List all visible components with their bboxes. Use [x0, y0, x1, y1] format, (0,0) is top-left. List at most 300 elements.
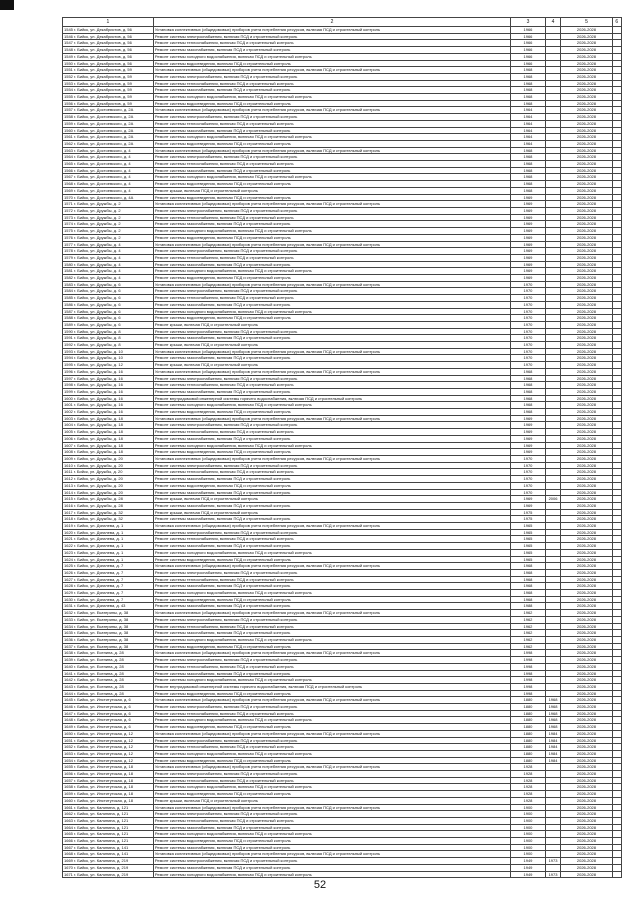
year-renovated-cell	[545, 402, 561, 409]
work-type-cell: Ремонт системы газоснабжения, включая ПСД и строительный контроль	[153, 127, 510, 134]
period-cell: 2026-2028	[561, 368, 612, 375]
address-cell: 1572 г. Бийск, ул. Дружбы, д. 2	[63, 207, 154, 214]
work-type-cell: Ремонт системы электроснабжения, включая ПСД и строительный контроль	[153, 422, 510, 429]
work-type-cell: Ремонт системы холодного водоснабжения, включая ПСД и строительный контроль	[153, 268, 510, 275]
period-cell: 2026-2028	[561, 710, 612, 717]
year-built-cell: 1962	[511, 610, 545, 617]
blank-cell	[612, 657, 621, 664]
year-built-cell: 1970	[511, 288, 545, 295]
table-row	[63, 181, 622, 188]
work-type-cell: Ремонт системы водоотведения, включая ПСД и строительный контроль	[153, 315, 510, 322]
table-row	[63, 268, 622, 275]
year-built-cell: 1968	[511, 596, 545, 603]
period-cell: 2026-2028	[561, 241, 612, 248]
year-renovated-cell	[545, 134, 561, 141]
table-row	[63, 288, 622, 295]
year-built-cell: 1969	[511, 268, 545, 275]
blank-cell	[612, 858, 621, 865]
year-built-cell: 1900	[511, 831, 545, 838]
year-built-cell: 1968	[511, 368, 545, 375]
address-cell: 1610 г. Бийск, ул. Дружбы, д. 20	[63, 462, 154, 469]
period-cell: 2026-2028	[561, 543, 612, 550]
blank-cell	[612, 730, 621, 737]
address-cell: 1546 г. Бийск, ул. Декабристов, д. 56	[63, 33, 154, 40]
work-type-cell: Ремонт системы водоотведения, включая ПСД и строительный контроль	[153, 556, 510, 563]
work-type-cell: Ремонт системы теплоснабжения, включая ПСД и строительный контроль	[153, 817, 510, 824]
period-cell: 2026-2028	[561, 60, 612, 67]
table-row	[63, 744, 622, 751]
address-cell: 1671 г. Бийск, ул. Калинина, д. 219	[63, 871, 154, 878]
blank-cell	[612, 415, 621, 422]
year-built-cell: 1928	[511, 764, 545, 771]
year-built-cell: 1968	[511, 583, 545, 590]
year-renovated-cell	[545, 167, 561, 174]
year-renovated-cell	[545, 603, 561, 610]
year-renovated-cell	[545, 348, 561, 355]
table-row	[63, 402, 622, 409]
table-row	[63, 435, 622, 442]
period-cell: 2026-2028	[561, 415, 612, 422]
blank-cell	[612, 214, 621, 221]
work-type-cell: Ремонт системы теплоснабжения, включая ПСД и строительный контроль	[153, 429, 510, 436]
blank-cell	[612, 838, 621, 845]
table-row	[63, 254, 622, 261]
work-type-cell: Ремонт системы электроснабжения, включая ПСД и строительный контроль	[153, 114, 510, 121]
year-built-cell: 1968	[511, 590, 545, 597]
work-type-cell: Установка коллективных (общедомовых) приборов учета потребления ресурсов, включая ПСД и строительный контроль	[153, 697, 510, 704]
address-cell: 1571 г. Бийск, ул. Дружбы, д. 2	[63, 201, 154, 208]
year-built-cell: 1966	[511, 27, 545, 34]
table-row	[63, 33, 622, 40]
address-cell: 1611 г. Бийск, ул. Дружбы, д. 20	[63, 469, 154, 476]
blank-cell	[612, 616, 621, 623]
year-built-cell: 1965	[511, 543, 545, 550]
work-type-cell: Ремонт системы теплоснабжения, включая ПСД и строительный контроль	[153, 469, 510, 476]
work-type-cell: Ремонт системы газоснабжения, включая ПСД и строительный контроль	[153, 630, 510, 637]
blank-cell	[612, 261, 621, 268]
period-cell: 2026-2028	[561, 683, 612, 690]
work-type-cell: Ремонт системы газоснабжения, включая ПСД и строительный контроль	[153, 844, 510, 851]
blank-cell	[612, 784, 621, 791]
blank-cell	[612, 167, 621, 174]
table-row	[63, 47, 622, 54]
work-type-cell: Ремонт системы холодного водоснабжения, включая ПСД и строительный контроль	[153, 871, 510, 878]
year-built-cell: 1969	[511, 442, 545, 449]
address-cell: 1547 г. Бийск, ул. Декабристов, д. 56	[63, 40, 154, 47]
period-cell: 2026-2028	[561, 94, 612, 101]
table-row	[63, 456, 622, 463]
table-row	[63, 509, 622, 516]
year-built-cell: 1968	[511, 161, 545, 168]
blank-cell	[612, 375, 621, 382]
year-renovated-cell	[545, 838, 561, 845]
address-cell: 1623 г. Бийск, ул. Дягилева, д. 1	[63, 549, 154, 556]
table-row	[63, 342, 622, 349]
year-built-cell: 1900	[511, 851, 545, 858]
table-row	[63, 127, 622, 134]
blank-cell	[612, 321, 621, 328]
address-cell: 1630 г. Бийск, ул. Дягилева, д. 7	[63, 596, 154, 603]
period-cell: 2026-2028	[561, 234, 612, 241]
year-built-cell: 1968	[511, 80, 545, 87]
work-type-cell: Ремонт системы холодного водоснабжения, включая ПСД и строительный контроль	[153, 831, 510, 838]
work-type-cell: Ремонт системы газоснабжения, включая ПСД и строительный контроль	[153, 824, 510, 831]
work-type-cell: Ремонт крыши, включая ПСД и строительный контроль	[153, 797, 510, 804]
year-built-cell: 1964	[511, 140, 545, 147]
table-row	[63, 241, 622, 248]
address-cell: 1665 г. Бийск, ул. Калинина, д. 121	[63, 831, 154, 838]
work-type-cell: Установка коллективных (общедомовых) приборов учета потребления ресурсов, включая ПСД и строительный контроль	[153, 804, 510, 811]
header-col-3: 3	[511, 18, 545, 27]
work-type-cell: Установка коллективных (общедомовых) приборов учета потребления ресурсов, включая ПСД и строительный контроль	[153, 67, 510, 74]
year-renovated-cell	[545, 181, 561, 188]
period-cell: 2026-2028	[561, 67, 612, 74]
table-row	[63, 221, 622, 228]
work-type-cell: Ремонт системы теплоснабжения, включая ПСД и строительный контроль	[153, 744, 510, 751]
blank-cell	[612, 268, 621, 275]
table-row	[63, 187, 622, 194]
year-renovated-cell	[545, 817, 561, 824]
address-cell: 1651 г. Бийск, ул. Институтская, д. 12	[63, 737, 154, 744]
year-renovated-cell	[545, 335, 561, 342]
year-built-cell: 1969	[511, 221, 545, 228]
work-type-cell: Ремонт системы газоснабжения, включая ПСД и строительный контроль	[153, 87, 510, 94]
work-type-cell: Установка коллективных (общедомовых) приборов учета потребления ресурсов, включая ПСД и строительный контроль	[153, 415, 510, 422]
period-cell: 2026-2028	[561, 771, 612, 778]
period-cell: 2026-2028	[561, 724, 612, 731]
year-renovated-cell	[545, 288, 561, 295]
period-cell: 2026-2028	[561, 871, 612, 878]
blank-cell	[612, 469, 621, 476]
work-type-cell: Установка коллективных (общедомовых) приборов учета потребления ресурсов, включая ПСД и строительный контроль	[153, 107, 510, 114]
blank-cell	[612, 610, 621, 617]
address-cell: 1586 г. Бийск, ул. Дружбы, д. 6	[63, 301, 154, 308]
blank-cell	[612, 449, 621, 456]
page-number: 52	[313, 879, 327, 891]
work-type-cell: Ремонт системы электроснабжения, включая ПСД и строительный контроль	[153, 154, 510, 161]
table-row	[63, 174, 622, 181]
year-renovated-cell	[545, 27, 561, 34]
address-cell: 1577 г. Бийск, ул. Дружбы, д. 4	[63, 241, 154, 248]
year-built-cell: 1969	[511, 254, 545, 261]
table-row	[63, 791, 622, 798]
year-renovated-cell	[545, 442, 561, 449]
year-renovated-cell	[545, 308, 561, 315]
blank-cell	[612, 683, 621, 690]
year-built-cell: 1970	[511, 295, 545, 302]
year-renovated-cell	[545, 268, 561, 275]
table-row	[63, 409, 622, 416]
blank-cell	[612, 791, 621, 798]
year-renovated-cell	[545, 368, 561, 375]
address-cell: 1632 г. Бийск, ул. Екатерины, д. 38	[63, 610, 154, 617]
address-cell: 1639 г. Бийск, ул. Есенина, д. 28	[63, 657, 154, 664]
table-row	[63, 817, 622, 824]
address-cell: 1587 г. Бийск, ул. Дружбы, д. 6	[63, 308, 154, 315]
address-cell: 1648 г. Бийск, ул. Институтская, д. 6	[63, 717, 154, 724]
table-row	[63, 683, 622, 690]
year-renovated-cell	[545, 315, 561, 322]
year-renovated-cell	[545, 120, 561, 127]
address-cell: 1595 г. Бийск, ул. Дружбы, д. 12	[63, 362, 154, 369]
period-cell: 2026-2028	[561, 730, 612, 737]
period-cell: 2026-2028	[561, 214, 612, 221]
table-row	[63, 469, 622, 476]
work-type-cell: Ремонт системы газоснабжения, включая ПСД и строительный контроль	[153, 261, 510, 268]
year-built-cell: 1968	[511, 388, 545, 395]
year-renovated-cell	[545, 844, 561, 851]
year-renovated-cell: 1968	[545, 710, 561, 717]
period-cell: 2026-2028	[561, 864, 612, 871]
period-cell: 2026-2028	[561, 295, 612, 302]
year-renovated-cell	[545, 254, 561, 261]
blank-cell	[612, 523, 621, 530]
blank-cell	[612, 650, 621, 657]
address-cell: 1600 г. Бийск, ул. Дружбы, д. 16	[63, 395, 154, 402]
year-renovated-cell: 1984	[545, 757, 561, 764]
work-type-cell: Установка коллективных (общедомовых) приборов учета потребления ресурсов, включая ПСД и строительный контроль	[153, 27, 510, 34]
table-row	[63, 382, 622, 389]
blank-cell	[612, 120, 621, 127]
year-built-cell: 1968	[511, 187, 545, 194]
year-renovated-cell	[545, 194, 561, 201]
year-built-cell: 1998	[511, 650, 545, 657]
period-cell: 2026-2028	[561, 616, 612, 623]
year-built-cell: 1970	[511, 482, 545, 489]
table-row	[63, 489, 622, 496]
address-cell: 1627 г. Бийск, ул. Дягилева, д. 7	[63, 576, 154, 583]
period-cell: 2026-2028	[561, 482, 612, 489]
period-cell: 2026-2028	[561, 167, 612, 174]
year-renovated-cell	[545, 489, 561, 496]
period-cell: 2026-2028	[561, 549, 612, 556]
work-type-cell: Ремонт системы газоснабжения, включая ПСД и строительный контроль	[153, 516, 510, 523]
address-cell: 1666 г. Бийск, ул. Калинина, д. 121	[63, 838, 154, 845]
work-type-cell: Ремонт системы водоотведения, включая ПСД и строительный контроль	[153, 482, 510, 489]
year-renovated-cell	[545, 831, 561, 838]
year-renovated-cell	[545, 100, 561, 107]
work-type-cell: Ремонт системы газоснабжения, включая ПСД и строительный контроль	[153, 47, 510, 54]
year-renovated-cell	[545, 214, 561, 221]
address-cell: 1616 г. Бийск, ул. Дружбы, д. 28	[63, 502, 154, 509]
year-built-cell: 1966	[511, 47, 545, 54]
year-renovated-cell	[545, 147, 561, 154]
year-renovated-cell	[545, 140, 561, 147]
table-header-row	[63, 18, 622, 27]
address-cell: 1644 г. Бийск, ул. Есенина, д. 28	[63, 690, 154, 697]
table-row	[63, 717, 622, 724]
year-renovated-cell	[545, 409, 561, 416]
address-cell: 1603 г. Бийск, ул. Дружбы, д. 18	[63, 415, 154, 422]
address-cell: 1591 г. Бийск, ул. Дружбы, д. 8	[63, 335, 154, 342]
period-cell: 2026-2028	[561, 27, 612, 34]
year-built-cell: 1968	[511, 382, 545, 389]
blank-cell	[612, 409, 621, 416]
table-row	[63, 583, 622, 590]
period-cell: 2026-2028	[561, 315, 612, 322]
blank-cell	[612, 543, 621, 550]
address-cell: 1566 г. Бийск, ул. Достоевского, д. 4	[63, 167, 154, 174]
blank-cell	[612, 140, 621, 147]
work-type-cell: Установка коллективных (общедомовых) приборов учета потребления ресурсов, включая ПСД и строительный контроль	[153, 851, 510, 858]
work-type-cell: Ремонт внутридомовой инженерной системы горячего водоснабжения, включая ПСД и строительный контроль	[153, 683, 510, 690]
year-built-cell: 1968	[511, 147, 545, 154]
work-type-cell: Ремонт системы холодного водоснабжения, включая ПСД и строительный контроль	[153, 717, 510, 724]
year-built-cell: 1880	[511, 697, 545, 704]
table-row	[63, 388, 622, 395]
work-type-cell: Ремонт системы газоснабжения, включая ПСД и строительный контроль	[153, 476, 510, 483]
blank-cell	[612, 100, 621, 107]
work-type-cell: Установка коллективных (общедомовых) приборов учета потребления ресурсов, включая ПСД и строительный контроль	[153, 650, 510, 657]
blank-cell	[612, 40, 621, 47]
year-built-cell: 1966	[511, 53, 545, 60]
table-row	[63, 549, 622, 556]
work-type-cell: Ремонт системы холодного водоснабжения, включая ПСД и строительный контроль	[153, 53, 510, 60]
period-cell: 2026-2028	[561, 321, 612, 328]
year-renovated-cell	[545, 771, 561, 778]
period-cell: 2026-2028	[561, 777, 612, 784]
table-row	[63, 114, 622, 121]
address-cell: 1596 г. Бийск, ул. Дружбы, д. 16	[63, 368, 154, 375]
year-renovated-cell	[545, 94, 561, 101]
work-type-cell: Ремонт системы газоснабжения, включая ПСД и строительный контроль	[153, 543, 510, 550]
year-built-cell: 1975	[511, 509, 545, 516]
year-built-cell: 1968	[511, 94, 545, 101]
blank-cell	[612, 851, 621, 858]
blank-cell	[612, 737, 621, 744]
year-renovated-cell: 2006	[545, 496, 561, 503]
year-built-cell: 1880	[511, 744, 545, 751]
blank-cell	[612, 174, 621, 181]
period-cell: 2026-2028	[561, 502, 612, 509]
table-row	[63, 630, 622, 637]
year-built-cell: 1900	[511, 838, 545, 845]
period-cell: 2026-2028	[561, 690, 612, 697]
period-cell: 2026-2028	[561, 207, 612, 214]
year-built-cell: 1964	[511, 107, 545, 114]
blank-cell	[612, 824, 621, 831]
year-built-cell: 1969	[511, 248, 545, 255]
address-cell: 1613 г. Бийск, ул. Дружбы, д. 20	[63, 482, 154, 489]
period-cell: 2026-2028	[561, 127, 612, 134]
table-row	[63, 556, 622, 563]
blank-cell	[612, 643, 621, 650]
table-row	[63, 87, 622, 94]
year-renovated-cell	[545, 127, 561, 134]
address-cell: 1668 г. Бийск, ул. Калинина, д. 141	[63, 851, 154, 858]
blank-cell	[612, 817, 621, 824]
blank-cell	[612, 529, 621, 536]
period-cell: 2026-2028	[561, 583, 612, 590]
table-row	[63, 750, 622, 757]
blank-cell	[612, 429, 621, 436]
table-row	[63, 120, 622, 127]
blank-cell	[612, 234, 621, 241]
period-cell: 2026-2028	[561, 603, 612, 610]
year-built-cell: 1962	[511, 630, 545, 637]
address-cell: 1643 г. Бийск, ул. Есенина, д. 28	[63, 683, 154, 690]
year-renovated-cell	[545, 328, 561, 335]
corner-mark	[0, 0, 14, 10]
blank-cell	[612, 724, 621, 731]
year-renovated-cell	[545, 295, 561, 302]
year-renovated-cell	[545, 67, 561, 74]
address-cell: 1652 г. Бийск, ул. Институтская, д. 12	[63, 744, 154, 751]
year-renovated-cell	[545, 201, 561, 208]
table-row	[63, 636, 622, 643]
year-renovated-cell	[545, 261, 561, 268]
address-cell: 1551 г. Бийск, ул. Декабристов, д. 59	[63, 67, 154, 74]
work-type-cell: Установка коллективных (общедомовых) приборов учета потребления ресурсов, включая ПСД и строительный контроль	[153, 241, 510, 248]
period-cell: 2026-2028	[561, 100, 612, 107]
blank-cell	[612, 590, 621, 597]
table-row	[63, 657, 622, 664]
blank-cell	[612, 328, 621, 335]
year-built-cell: 1965	[511, 536, 545, 543]
year-built-cell: 1970	[511, 489, 545, 496]
address-cell: 1582 г. Бийск, ул. Дружбы, д. 4	[63, 275, 154, 282]
year-built-cell: 1968	[511, 402, 545, 409]
period-cell: 2026-2028	[561, 590, 612, 597]
year-renovated-cell	[545, 670, 561, 677]
address-cell: 1664 г. Бийск, ул. Калинина, д. 121	[63, 824, 154, 831]
table-row	[63, 516, 622, 523]
period-cell: 2026-2028	[561, 281, 612, 288]
address-cell: 1578 г. Бийск, ул. Дружбы, д. 4	[63, 248, 154, 255]
year-built-cell: 1880	[511, 730, 545, 737]
work-type-cell: Ремонт системы водоотведения, включая ПСД и строительный контроль	[153, 791, 510, 798]
work-type-cell: Ремонт системы холодного водоснабжения, включая ПСД и строительный контроль	[153, 228, 510, 235]
period-cell: 2026-2028	[561, 114, 612, 121]
table-row	[63, 536, 622, 543]
year-renovated-cell	[545, 228, 561, 235]
period-cell: 2026-2028	[561, 40, 612, 47]
address-cell: 1583 г. Бийск, ул. Дружбы, д. 6	[63, 281, 154, 288]
table-row	[63, 650, 622, 657]
table-row	[63, 261, 622, 268]
year-renovated-cell	[545, 583, 561, 590]
year-renovated-cell	[545, 529, 561, 536]
table-row	[63, 94, 622, 101]
blank-cell	[612, 704, 621, 711]
blank-cell	[612, 241, 621, 248]
work-type-cell: Ремонт системы газоснабжения, включая ПСД и строительный контроль	[153, 355, 510, 362]
period-cell: 2026-2028	[561, 750, 612, 757]
year-built-cell: 1969	[511, 234, 545, 241]
address-cell: 1549 г. Бийск, ул. Декабристов, д. 56	[63, 53, 154, 60]
address-cell: 1592 г. Бийск, ул. Дружбы, д. 8	[63, 342, 154, 349]
period-cell: 2026-2028	[561, 489, 612, 496]
address-cell: 1575 г. Бийск, ул. Дружбы, д. 2	[63, 228, 154, 235]
table-row	[63, 295, 622, 302]
address-cell: 1655 г. Бийск, ул. Институтская, д. 18	[63, 764, 154, 771]
year-renovated-cell	[545, 342, 561, 349]
table-row	[63, 804, 622, 811]
work-type-cell: Ремонт системы водоотведения, включая ПСД и строительный контроль	[153, 724, 510, 731]
address-cell: 1624 г. Бийск, ул. Дягилева, д. 1	[63, 556, 154, 563]
period-cell: 2026-2028	[561, 402, 612, 409]
year-built-cell: 1965	[511, 523, 545, 530]
year-renovated-cell	[545, 657, 561, 664]
year-built-cell: 1970	[511, 469, 545, 476]
blank-cell	[612, 636, 621, 643]
year-renovated-cell	[545, 811, 561, 818]
work-type-cell: Ремонт системы холодного водоснабжения, включая ПСД и строительный контроль	[153, 590, 510, 597]
address-cell: 1567 г. Бийск, ул. Достоевского, д. 4	[63, 174, 154, 181]
address-cell: 1620 г. Бийск, ул. Дягилева, д. 1	[63, 529, 154, 536]
address-cell: 1628 г. Бийск, ул. Дягилева, д. 7	[63, 583, 154, 590]
blank-cell	[612, 288, 621, 295]
